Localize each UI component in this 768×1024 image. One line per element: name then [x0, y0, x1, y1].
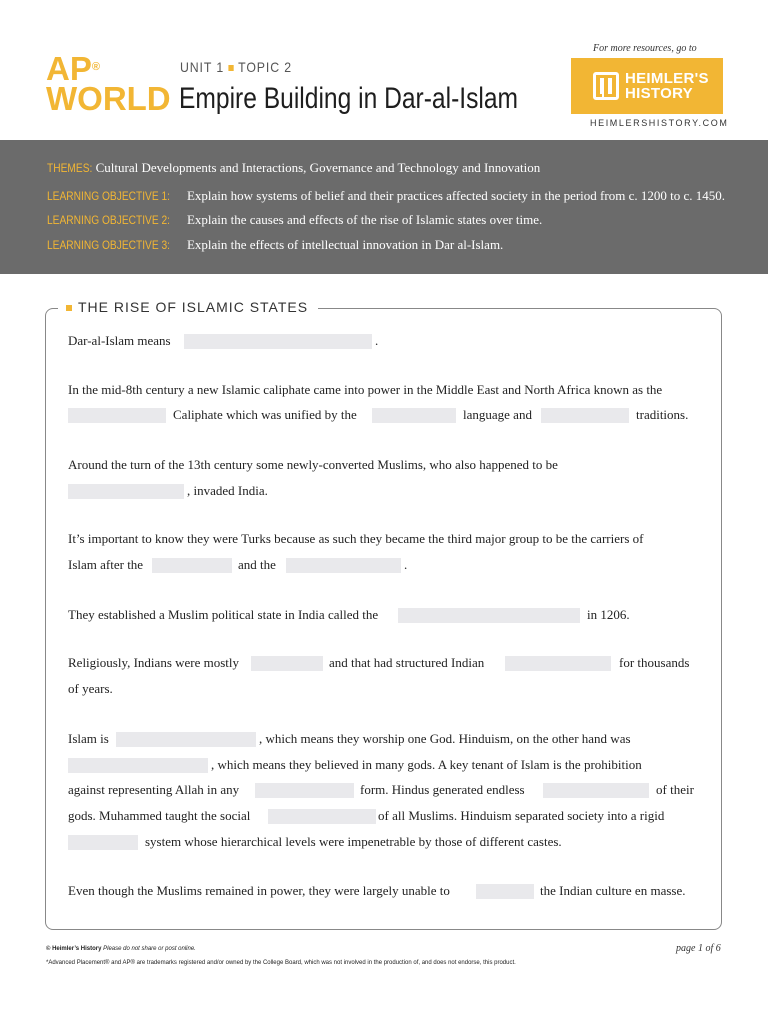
blank-structured-indian[interactable] — [505, 656, 611, 671]
p3-line-1: Around the turn of the 13th century some newly-converted Muslims, who also happened to be — [68, 457, 558, 472]
blank-representation-form[interactable] — [255, 783, 354, 798]
logo-registered: ® — [91, 61, 100, 73]
blank-social-teaching[interactable] — [268, 809, 376, 824]
p8-text-a: Even though the Muslims remained in power, they were largely unable to — [68, 883, 450, 898]
blank-carrier-2[interactable] — [286, 558, 401, 573]
topic-label: TOPIC 2 — [238, 59, 293, 75]
objectives-band — [0, 140, 768, 274]
unit-label: UNIT 1 — [180, 59, 225, 75]
p7-text-f: of their — [656, 782, 694, 797]
p4-line-1: It’s important to know they were Turks because as such they became the third major group to be the carriers of — [68, 531, 644, 546]
blank-hindu-generated[interactable] — [543, 783, 649, 798]
p2-text-a: Caliphate which was unified by the — [173, 407, 357, 422]
p6-text-a: Religiously, Indians were mostly — [68, 655, 240, 670]
p7-text-b: , which means they worship one God. Hinduism, on the other hand was — [259, 731, 631, 746]
p7-text-g: gods. Muhammed taught the social — [68, 808, 251, 823]
lo2-text: Explain the causes and effects of the rise of Islamic states over time. — [186, 212, 543, 227]
blank-carrier-1[interactable] — [152, 558, 232, 573]
blank-indian-religion[interactable] — [251, 656, 323, 671]
footer-copyright: © Heimler’s History — [46, 946, 102, 952]
p7-text-i: system whose hierarchical levels were impenetrable by those of different castes. — [145, 834, 562, 849]
p4-text-c: . — [404, 557, 408, 572]
page-number: page 1 of 6 — [676, 943, 721, 954]
p3-text-a: , invaded India. — [187, 483, 268, 498]
p5-text-a: They established a Muslim political state in India called the — [68, 607, 379, 622]
heimler-h-icon — [593, 72, 619, 100]
themes-text: Cultural Developments and Interactions, Governance and Technology and Innovation — [95, 160, 541, 175]
heimlers-history-logo[interactable] — [571, 58, 723, 114]
brand-line-1: HEIMLER'S — [625, 70, 709, 87]
section-heading: THE RISE OF ISLAMIC STATES — [58, 299, 318, 315]
blank-islam-is[interactable] — [116, 732, 256, 747]
logo-world: WORLD — [46, 80, 171, 117]
p2-text-b: language and — [463, 407, 532, 422]
p7-text-c: , which means they believed in many gods. A key tenant of Islam is the prohibition — [211, 757, 642, 772]
lo2-label: LEARNING OBJECTIVE 2: — [47, 213, 170, 227]
themes-row — [47, 160, 540, 176]
footer-notice: Please do not share or post online. — [103, 946, 196, 952]
p2-line-1: In the mid-8th century a new Islamic caliphate came into power in the Middle East and North Africa known as the — [68, 382, 663, 397]
unit-topic-label — [180, 59, 292, 75]
blank-invaders[interactable] — [68, 484, 184, 499]
p1-text-a: Dar-al-Islam means — [68, 333, 171, 348]
blank-dar-al-islam-meaning[interactable] — [184, 334, 372, 349]
themes-label: THEMES: — [47, 161, 93, 175]
p8-text-b: the Indian culture en masse. — [540, 883, 686, 898]
website-link[interactable]: HEIMLERSHISTORY.COM — [590, 118, 729, 128]
footer-copyright-line — [46, 946, 196, 952]
p4-text-a: Islam after the — [68, 557, 144, 572]
footer-trademark: *Advanced Placement® and AP® are trademarks registered and/or owned by the College Board, which was not involved in the production of, and does not endorse, this product. — [46, 960, 516, 966]
ap-world-logo — [46, 50, 176, 118]
p6-line-2: of years. — [68, 681, 113, 696]
blank-hinduism-was[interactable] — [68, 758, 208, 773]
learning-objective-2 — [47, 212, 542, 228]
p2-text-c: traditions. — [636, 407, 689, 422]
square-bullet-icon — [228, 65, 233, 71]
lo1-label: LEARNING OBJECTIVE 1: — [47, 189, 170, 203]
p5-text-b: in 1206. — [587, 607, 630, 622]
page-title: Empire Building in Dar-al-Islam — [179, 82, 519, 115]
p7-text-e: form. Hindus generated endless — [360, 782, 525, 797]
learning-objective-3 — [47, 237, 503, 253]
p7-text-a: Islam is — [68, 731, 109, 746]
p6-text-b: and that had structured Indian — [329, 655, 485, 670]
learning-objective-1 — [47, 188, 725, 204]
logo-ap: AP — [46, 50, 92, 87]
resources-text: For more resources, go to — [593, 43, 697, 54]
lo3-label: LEARNING OBJECTIVE 3: — [47, 238, 170, 252]
blank-caliphate-name[interactable] — [68, 408, 166, 423]
blank-culture-change[interactable] — [476, 884, 534, 899]
p6-text-c: for thousands — [619, 655, 690, 670]
p7-text-h: of all Muslims. Hinduism separated society into a rigid — [378, 808, 665, 823]
p4-text-b: and the — [238, 557, 276, 572]
p1-text-b: . — [375, 333, 379, 348]
blank-traditions[interactable] — [541, 408, 629, 423]
square-bullet-icon — [66, 305, 72, 311]
lo1-text: Explain how systems of belief and their practices affected society in the period from c. 1200 to c. 1450. — [186, 188, 725, 203]
blank-caste-system[interactable] — [68, 835, 138, 850]
p7-text-d: against representing Allah in any — [68, 782, 240, 797]
blank-muslim-state[interactable] — [398, 608, 580, 623]
brand-line-2: HISTORY — [625, 85, 693, 102]
blank-language[interactable] — [372, 408, 456, 423]
lo3-text: Explain the effects of intellectual innovation in Dar al-Islam. — [186, 237, 504, 252]
